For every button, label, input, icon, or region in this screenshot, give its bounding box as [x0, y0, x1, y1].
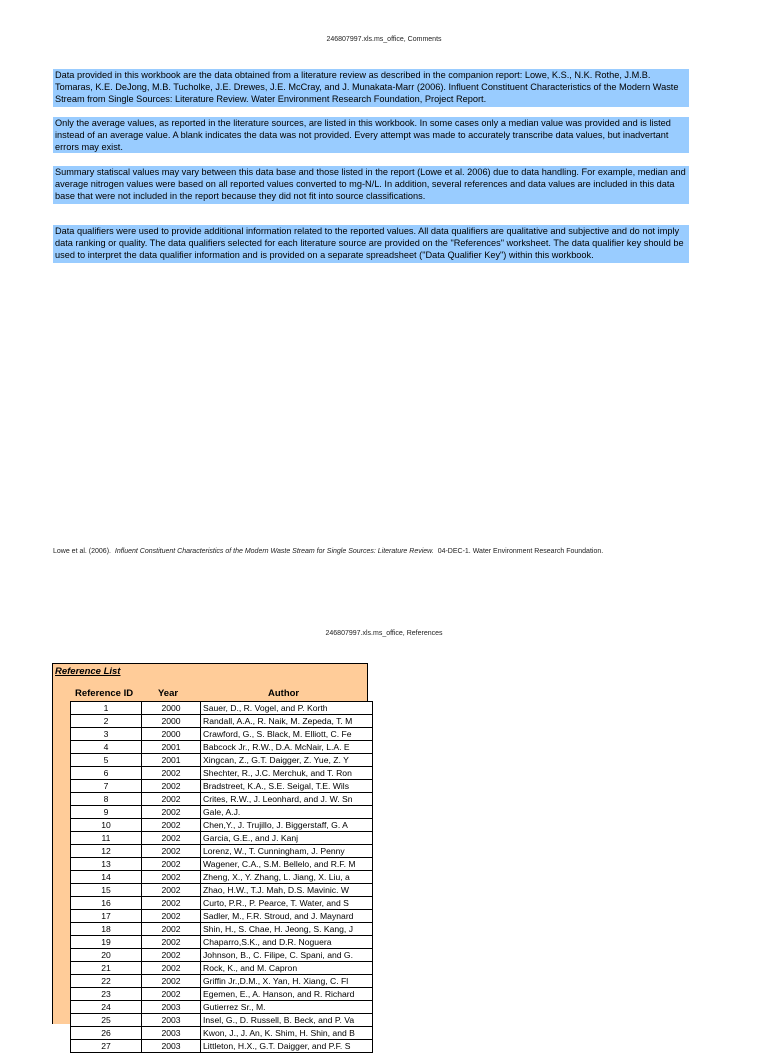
table-row: [71, 819, 373, 832]
table-row: [71, 1027, 373, 1040]
table-row: [71, 923, 373, 936]
reference-list-title: Reference List: [55, 666, 121, 677]
author-cell[interactable]: Sadler, M., F.R. Stroud, and J. Maynard: [201, 910, 373, 923]
year-cell[interactable]: 2002: [142, 871, 201, 884]
table-row: [71, 845, 373, 858]
reference-id-cell[interactable]: 7: [71, 780, 142, 793]
author-cell[interactable]: Griffin Jr.,D.M., X. Yan, H. Xiang, C. Fl: [201, 975, 373, 988]
citation-suffix: 04-DEC-1. Water Environment Research Foundation.: [437, 548, 604, 555]
reference-table-body: [71, 702, 373, 1053]
year-cell[interactable]: 2001: [142, 741, 201, 754]
year-cell[interactable]: 2000: [142, 728, 201, 741]
table-row: [71, 780, 373, 793]
table-row: [71, 728, 373, 741]
reference-id-cell[interactable]: 4: [71, 741, 142, 754]
year-cell[interactable]: 2002: [142, 923, 201, 936]
table-row: [71, 1014, 373, 1027]
author-cell[interactable]: Zheng, X., Y. Zhang, L. Jiang, X. Liu, a: [201, 871, 373, 884]
column-header-year: Year: [158, 688, 179, 699]
reference-id-cell[interactable]: 9: [71, 806, 142, 819]
reference-id-cell[interactable]: 14: [71, 871, 142, 884]
table-row: [71, 702, 373, 715]
reference-id-cell[interactable]: 24: [71, 1001, 142, 1014]
year-cell[interactable]: 2003: [142, 1014, 201, 1027]
author-cell[interactable]: Randall, A.A., R. Naik, M. Zepeda, T. M: [201, 715, 373, 728]
year-cell[interactable]: 2002: [142, 845, 201, 858]
author-cell[interactable]: Babcock Jr., R.W., D.A. McNair, L.A. E: [201, 741, 373, 754]
year-cell[interactable]: 2002: [142, 910, 201, 923]
year-cell[interactable]: 2002: [142, 858, 201, 871]
table-row: [71, 936, 373, 949]
reference-id-cell[interactable]: 22: [71, 975, 142, 988]
author-cell[interactable]: Shin, H., S. Chae, H. Jeong, S. Kang, J: [201, 923, 373, 936]
year-cell[interactable]: 2000: [142, 702, 201, 715]
author-cell[interactable]: Rock, K., and M. Capron: [201, 962, 373, 975]
reference-id-cell[interactable]: 8: [71, 793, 142, 806]
reference-id-cell[interactable]: 15: [71, 884, 142, 897]
author-cell[interactable]: Xingcan, Z., G.T. Daigger, Z. Yue, Z. Y: [201, 754, 373, 767]
table-row: [71, 988, 373, 1001]
column-header-reference-id: Reference ID: [75, 688, 134, 699]
reference-list-sheet: [52, 663, 368, 1051]
reference-id-cell[interactable]: 20: [71, 949, 142, 962]
table-row: [71, 832, 373, 845]
year-cell[interactable]: 2002: [142, 806, 201, 819]
year-cell[interactable]: 2002: [142, 780, 201, 793]
year-cell[interactable]: 2003: [142, 1040, 201, 1053]
table-row: [71, 806, 373, 819]
reference-id-cell[interactable]: 26: [71, 1027, 142, 1040]
table-row: [71, 871, 373, 884]
table-row: [71, 741, 373, 754]
year-cell[interactable]: 2002: [142, 832, 201, 845]
note-average-values: Only the average values, as reported in the literature sources, are listed in this workbook. In some cases only a median value was provided and is listed instead of an average value. A blank indicates the data was not provided. Every attempt was made to accurately transcribe data values, but inadvertant errors may exist.: [53, 117, 689, 153]
table-row: [71, 949, 373, 962]
citation-footer: [53, 548, 733, 555]
author-cell[interactable]: Gale, A.J.: [201, 806, 373, 819]
author-cell[interactable]: Sauer, D., R. Vogel, and P. Korth: [201, 702, 373, 715]
table-row: [71, 715, 373, 728]
author-cell[interactable]: Egemen, E., A. Hanson, and R. Richard: [201, 988, 373, 1001]
table-row: [71, 884, 373, 897]
reference-id-cell[interactable]: 10: [71, 819, 142, 832]
year-cell[interactable]: 2002: [142, 767, 201, 780]
reference-id-cell[interactable]: 3: [71, 728, 142, 741]
reference-id-cell[interactable]: 27: [71, 1040, 142, 1053]
sheet-header-references: 246807997.xls.ms_office, References: [325, 630, 443, 637]
year-cell[interactable]: 2003: [142, 1001, 201, 1014]
reference-table: [70, 701, 373, 1053]
author-cell[interactable]: Kwon, J., J. An, K. Shim, H. Shin, and B: [201, 1027, 373, 1040]
year-cell[interactable]: 2002: [142, 975, 201, 988]
reference-id-cell[interactable]: 21: [71, 962, 142, 975]
citation-prefix: Lowe et al. (2006).: [53, 548, 111, 555]
table-row: [71, 1001, 373, 1014]
citation-title: Influent Constituent Characteristics of the Modern Waste Stream for Single Sources: Literature Review.: [114, 548, 434, 555]
author-cell[interactable]: Shechter, R., J.C. Merchuk, and T. Ron: [201, 767, 373, 780]
table-row: [71, 897, 373, 910]
note-summary-statistics: Summary statiscal values may vary between this data base and those listed in the report (Lowe et al. 2006) due to data handling. For example, median and average nitrogen values were based on all reported values converted to mg-N/L. In addition, several references and data values are included in this data base that were not included in the report because they did not fit into source classifications.: [53, 166, 689, 204]
table-row: [71, 962, 373, 975]
reference-id-cell[interactable]: 13: [71, 858, 142, 871]
author-cell[interactable]: Johnson, B., C. Filipe, C. Spani, and G.: [201, 949, 373, 962]
author-cell[interactable]: Curto, P.R., P. Pearce, T. Water, and S: [201, 897, 373, 910]
table-row: [71, 1040, 373, 1053]
year-cell[interactable]: 2002: [142, 884, 201, 897]
reference-id-cell[interactable]: 18: [71, 923, 142, 936]
reference-id-cell[interactable]: 2: [71, 715, 142, 728]
note-data-source: Data provided in this workbook are the data obtained from a literature review as described in the companion report: Lowe, K.S., N.K. Rothe, J.M.B. Tomaras, K.E. DeJong, M.B. Tucholke, J.E. Drewes, J.E. McCray, and J. Munakata-Marr (2006). Influent Constituent Characteristics of the Modern Waste Stream from Single Sources: Literature Review. Water Environment Research Foundation, Project Report.: [53, 69, 689, 107]
year-cell[interactable]: 2002: [142, 897, 201, 910]
author-cell[interactable]: Wagener, C.A., S.M. Bellelo, and R.F. M: [201, 858, 373, 871]
table-row: [71, 975, 373, 988]
author-cell[interactable]: Crawford, G., S. Black, M. Elliott, C. Fe: [201, 728, 373, 741]
year-cell[interactable]: 2000: [142, 715, 201, 728]
author-cell[interactable]: Littleton, H.X., G.T. Daigger, and P.F. S: [201, 1040, 373, 1053]
reference-id-cell[interactable]: 19: [71, 936, 142, 949]
reference-id-cell[interactable]: 11: [71, 832, 142, 845]
reference-id-cell[interactable]: 6: [71, 767, 142, 780]
year-cell[interactable]: 2002: [142, 793, 201, 806]
table-row: [71, 793, 373, 806]
author-cell[interactable]: Gutierrez Sr., M.: [201, 1001, 373, 1014]
author-cell[interactable]: Garcia, G.E., and J. Kanj: [201, 832, 373, 845]
column-header-author: Author: [268, 688, 300, 699]
author-cell[interactable]: Chaparro,S.K., and D.R. Noguera: [201, 936, 373, 949]
table-row: [71, 858, 373, 871]
table-row: [71, 910, 373, 923]
year-cell[interactable]: 2001: [142, 754, 201, 767]
year-cell[interactable]: 2002: [142, 936, 201, 949]
year-cell[interactable]: 2003: [142, 1027, 201, 1040]
reference-id-cell[interactable]: 5: [71, 754, 142, 767]
year-cell[interactable]: 2002: [142, 949, 201, 962]
reference-id-cell[interactable]: 16: [71, 897, 142, 910]
author-cell[interactable]: Zhao, H.W., T.J. Mah, D.S. Mavinic. W: [201, 884, 373, 897]
reference-id-cell[interactable]: 23: [71, 988, 142, 1001]
author-cell[interactable]: Insel, G., D. Russell, B. Beck, and P. Va: [201, 1014, 373, 1027]
year-cell[interactable]: 2002: [142, 962, 201, 975]
author-cell[interactable]: Crites, R.W., J. Leonhard, and J. W. Sn: [201, 793, 373, 806]
reference-id-cell[interactable]: 12: [71, 845, 142, 858]
sheet-header-comments: 246807997.xls.ms_office, Comments: [326, 36, 442, 43]
note-data-qualifiers: Data qualifiers were used to provide additional information related to the reported values. All data qualifiers are qualitative and subjective and do not imply data ranking or quality. The data qualifiers selected for each literature source are provided on the "References" worksheet. The data qualifier key should be used to interpret the data qualifier information and is provided on a separate spreadsheet ("Data Qualifier Key") within this workbook.: [53, 225, 689, 263]
author-cell[interactable]: Bradstreet, K.A., S.E. Seigal, T.E. Wils: [201, 780, 373, 793]
table-row: [71, 767, 373, 780]
table-row: [71, 754, 373, 767]
reference-id-cell[interactable]: 17: [71, 910, 142, 923]
year-cell[interactable]: 2002: [142, 819, 201, 832]
author-cell[interactable]: Chen,Y., J. Trujillo, J. Biggerstaff, G. A: [201, 819, 373, 832]
reference-id-cell[interactable]: 1: [71, 702, 142, 715]
reference-id-cell[interactable]: 25: [71, 1014, 142, 1027]
author-cell[interactable]: Lorenz, W., T. Cunningham, J. Penny: [201, 845, 373, 858]
year-cell[interactable]: 2002: [142, 988, 201, 1001]
